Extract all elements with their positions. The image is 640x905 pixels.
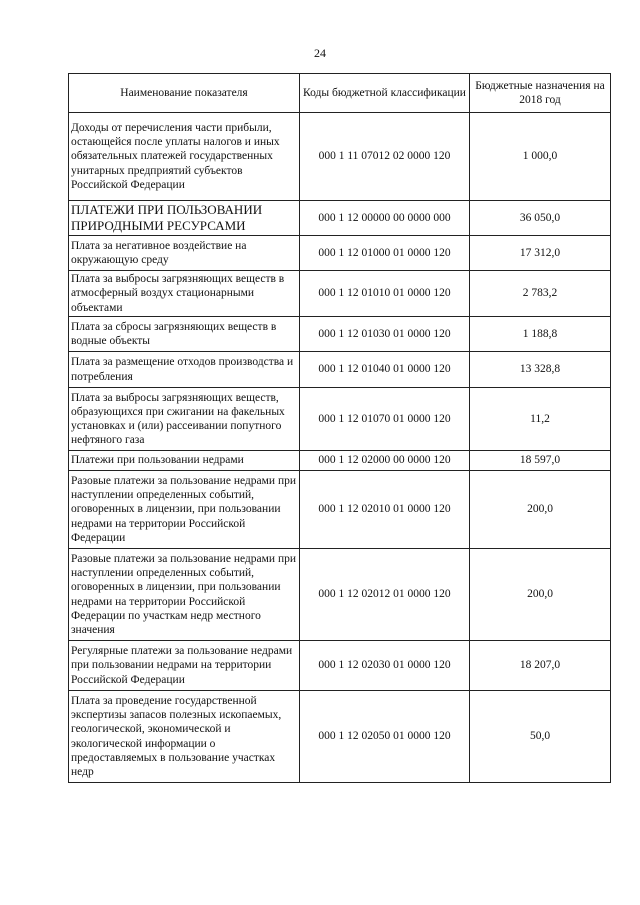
row-name: Плата за проведение государственной экспертизы запасов полезных ископаемых, геологической, экономической и экологической информации о предоставляемых в пользование участках недр — [69, 691, 300, 783]
table-row — [69, 236, 611, 271]
row-amount: 13 328,8 — [470, 352, 611, 388]
row-amount: 11,2 — [470, 388, 611, 451]
row-code: 000 1 12 00000 00 0000 000 — [300, 201, 470, 236]
table-row — [69, 471, 611, 549]
row-name: Регулярные платежи за пользование недрами при пользовании недрами на территории Российской Федерации — [69, 641, 300, 691]
row-name: Доходы от перечисления части прибыли, остающейся после уплаты налогов и иных обязательных платежей государственных унитарных предприятий субъектов Российской Федерации — [69, 113, 300, 201]
row-amount: 18 597,0 — [470, 451, 611, 471]
row-amount: 1 188,8 — [470, 317, 611, 352]
row-code: 000 1 12 01040 01 0000 120 — [300, 352, 470, 388]
row-code: 000 1 12 02030 01 0000 120 — [300, 641, 470, 691]
table-row — [69, 201, 611, 236]
table-row — [69, 691, 611, 783]
page-number: 24 — [314, 46, 326, 60]
header-name: Наименование показателя — [69, 74, 300, 113]
row-name: Плата за сбросы загрязняющих веществ в водные объекты — [69, 317, 300, 352]
row-name: Плата за выбросы загрязняющих веществ в атмосферный воздух стационарными объектами — [69, 271, 300, 317]
table-row — [69, 549, 611, 641]
header-amount: Бюджетные назначения на 2018 год — [470, 74, 611, 113]
row-amount: 1 000,0 — [470, 113, 611, 201]
row-code: 000 1 12 01000 01 0000 120 — [300, 236, 470, 271]
row-name: ПЛАТЕЖИ ПРИ ПОЛЬЗОВАНИИ ПРИРОДНЫМИ РЕСУРСАМИ — [69, 201, 300, 236]
row-amount: 200,0 — [470, 471, 611, 549]
row-code: 000 1 12 02012 01 0000 120 — [300, 549, 470, 641]
row-code: 000 1 12 01030 01 0000 120 — [300, 317, 470, 352]
table-row — [69, 317, 611, 352]
row-name: Плата за размещение отходов производства и потребления — [69, 352, 300, 388]
header-code: Коды бюджетной классификации — [300, 74, 470, 113]
row-name: Разовые платежи за пользование недрами при наступлении определенных событий, оговоренных в лицензии, при пользовании недрами на территории Российской Федерации — [69, 471, 300, 549]
row-amount: 17 312,0 — [470, 236, 611, 271]
row-code: 000 1 12 02050 01 0000 120 — [300, 691, 470, 783]
table-header-row — [69, 74, 611, 113]
table-row — [69, 352, 611, 388]
table-row — [69, 451, 611, 471]
row-amount: 18 207,0 — [470, 641, 611, 691]
row-code: 000 1 11 07012 02 0000 120 — [300, 113, 470, 201]
row-name: Плата за негативное воздействие на окружающую среду — [69, 236, 300, 271]
table-row — [69, 271, 611, 317]
row-code: 000 1 12 01010 01 0000 120 — [300, 271, 470, 317]
budget-table — [68, 73, 611, 783]
row-name: Платежи при пользовании недрами — [69, 451, 300, 471]
row-amount: 2 783,2 — [470, 271, 611, 317]
row-amount: 200,0 — [470, 549, 611, 641]
row-code: 000 1 12 02000 00 0000 120 — [300, 451, 470, 471]
row-code: 000 1 12 01070 01 0000 120 — [300, 388, 470, 451]
row-name: Разовые платежи за пользование недрами при наступлении определенных событий, оговоренных в лицензии, при пользовании недрами на территории Российской Федерации по участкам недр местного значения — [69, 549, 300, 641]
row-code: 000 1 12 02010 01 0000 120 — [300, 471, 470, 549]
row-name: Плата за выбросы загрязняющих веществ, образующихся при сжигании на факельных установках и (или) рассеивании попутного нефтяного газа — [69, 388, 300, 451]
row-amount: 50,0 — [470, 691, 611, 783]
table-row — [69, 388, 611, 451]
table-row — [69, 113, 611, 201]
row-amount: 36 050,0 — [470, 201, 611, 236]
table-row — [69, 641, 611, 691]
